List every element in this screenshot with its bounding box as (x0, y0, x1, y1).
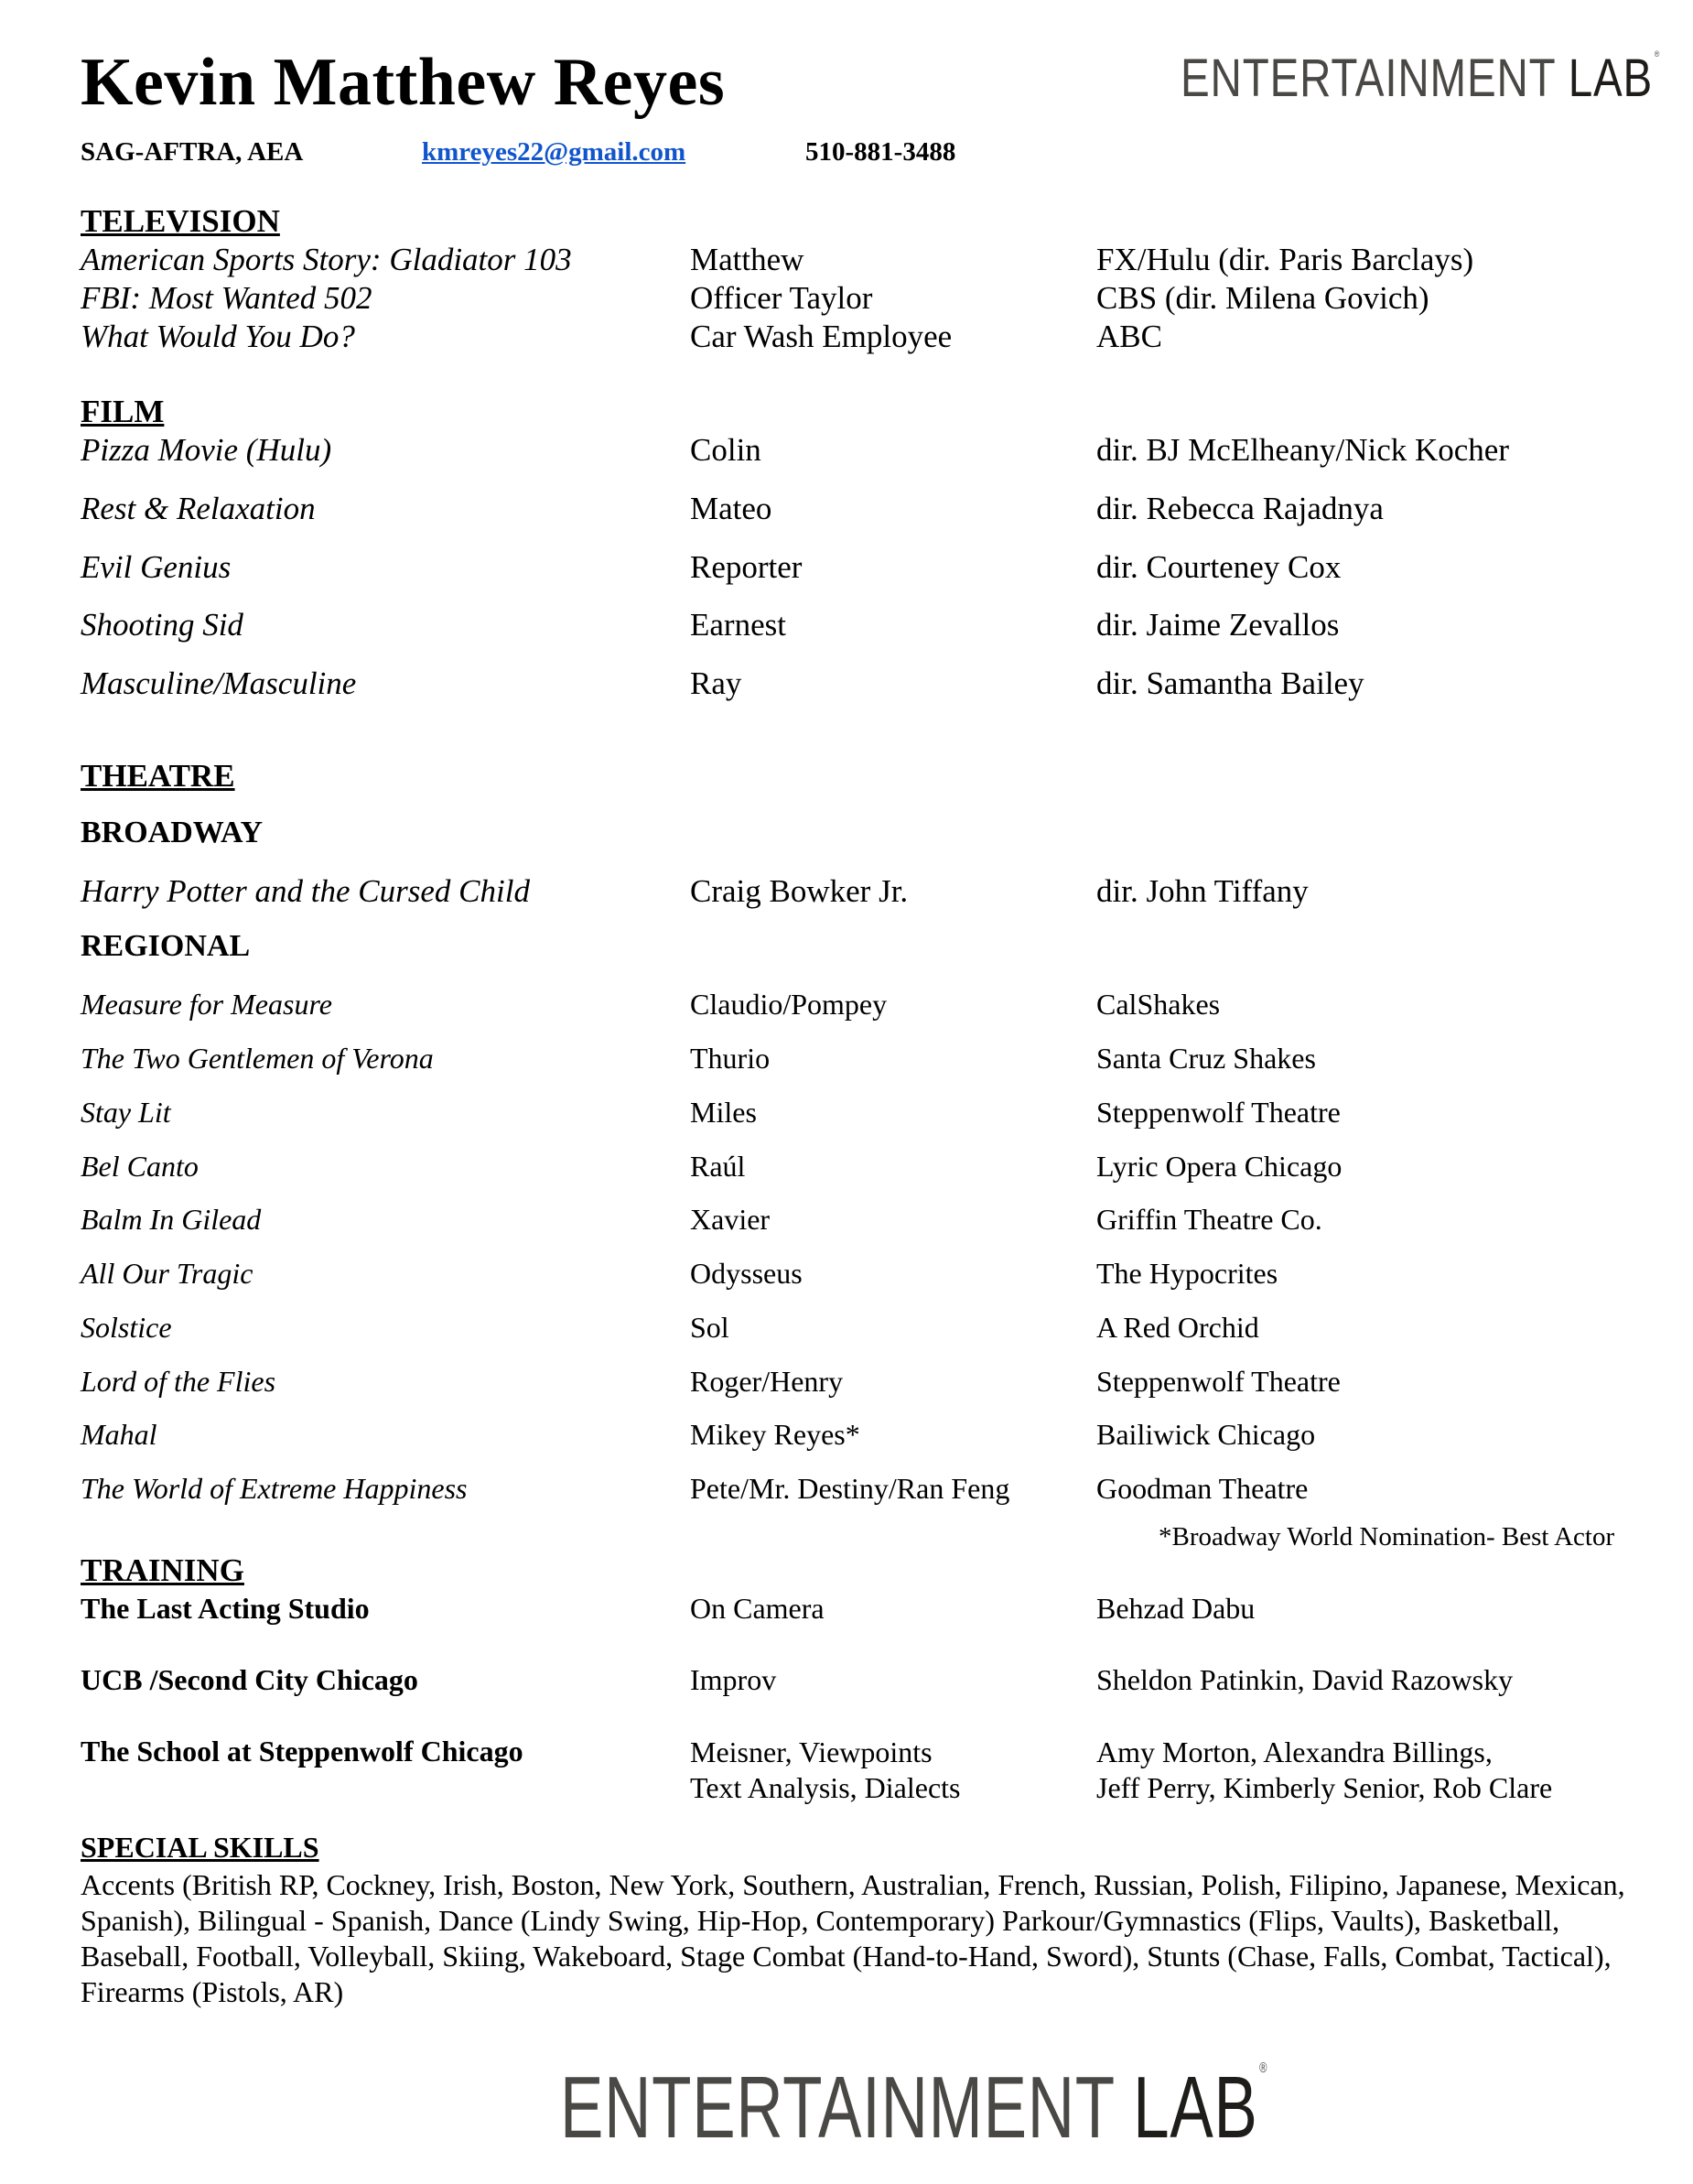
credit-title: What Would You Do? (81, 319, 355, 354)
credit-role: Pete/Mr. Destiny/Ran Feng (690, 1472, 1010, 1505)
credit-title: American Sports Story: Gladiator 103 (81, 242, 572, 277)
training-heading: TRAINING (81, 1552, 244, 1588)
regional-heading: REGIONAL (81, 929, 251, 963)
credit-title: Shooting Sid (81, 607, 243, 643)
phone-number: 510-881-3488 (805, 137, 956, 167)
training-teachers: Amy Morton, Alexandra Billings, Jeff Perry, Kimberly Senior, Rob Clare (1096, 1735, 1553, 1804)
broadway-heading: BROADWAY (81, 816, 264, 849)
credit-title: Pizza Movie (Hulu) (81, 432, 332, 468)
credit-director: dir. John Tiffany (1096, 873, 1309, 909)
credit-title: All Our Tragic (81, 1257, 253, 1290)
training-teachers: Behzad Dabu (1096, 1592, 1256, 1625)
credit-company: FX/Hulu (dir. Paris Barclays) (1096, 242, 1474, 277)
credit-title: Stay Lit (81, 1096, 171, 1129)
training-teachers: Sheldon Patinkin, David Razowsky (1096, 1663, 1514, 1696)
credit-company: A Red Orchid (1096, 1311, 1259, 1344)
training-school: The Last Acting Studio (81, 1592, 370, 1625)
credit-title: Evil Genius (81, 549, 232, 585)
credit-company: Steppenwolf Theatre (1096, 1365, 1341, 1398)
credit-role: Thurio (690, 1042, 771, 1075)
actor-name: Kevin Matthew Reyes (81, 45, 726, 120)
credit-company: ABC (1096, 319, 1162, 354)
credit-role: Mikey Reyes* (690, 1418, 860, 1451)
credit-role: Xavier (690, 1203, 771, 1236)
credit-role: Sol (690, 1311, 729, 1344)
theatre-heading: THEATRE (81, 758, 235, 794)
email-link[interactable]: kmreyes22@gmail.com (422, 137, 686, 167)
credit-title: Balm In Gilead (81, 1203, 262, 1236)
training-school: UCB /Second City Chicago (81, 1663, 418, 1696)
training-discipline: On Camera (690, 1592, 825, 1625)
credit-director: dir. Jaime Zevallos (1096, 607, 1340, 643)
credit-company: Santa Cruz Shakes (1096, 1042, 1316, 1075)
credit-role: Miles (690, 1096, 757, 1129)
credit-title: The Two Gentlemen of Verona (81, 1042, 434, 1075)
credit-director: dir. BJ McElheany/Nick Kocher (1096, 432, 1510, 468)
nomination-note: *Broadway World Nomination- Best Actor (1159, 1522, 1615, 1552)
television-heading: TELEVISION (81, 203, 280, 239)
credit-title: Rest & Relaxation (81, 491, 316, 526)
credit-company: CalShakes (1096, 988, 1221, 1021)
credit-role: Claudio/Pompey (690, 988, 888, 1021)
training-discipline: Meisner, Viewpoints Text Analysis, Dialects (690, 1735, 961, 1804)
special-skills-text: Accents (British RP, Cockney, Irish, Boston, New York, Southern, Australian, French, Russian, Polish, Filipino, Japanese, Mexican, Spanish), Bilingual - Spanish, Dance (Lindy Swing, Hip-Hop, Contemporary) Parkour/Gymnastics (Flips, Vaults), Basketball, Baseball, Football, Volleyball, Skiing, Wakeboard, Stage Combat (Hand-to-Hand, Sword), Stunts (Chase, Falls, Combat, Tactical), Firearms (Pistols, AR) (81, 1868, 1625, 2008)
credit-role: Craig Bowker Jr. (690, 873, 909, 909)
credit-company: CBS (dir. Milena Govich) (1096, 280, 1429, 316)
credit-role: Officer Taylor (690, 280, 873, 316)
credit-title: Harry Potter and the Cursed Child (81, 873, 530, 909)
credit-role: Odysseus (690, 1257, 803, 1290)
credit-director: dir. Rebecca Rajadnya (1096, 491, 1384, 526)
credit-role: Raúl (690, 1150, 746, 1183)
credit-title: FBI: Most Wanted 502 (81, 280, 372, 316)
credit-title: Masculine/Masculine (81, 665, 357, 701)
special-skills-heading: SPECIAL SKILLS (81, 1831, 319, 1864)
credit-company: Bailiwick Chicago (1096, 1418, 1316, 1451)
credit-role: Mateo (690, 491, 772, 526)
training-school: The School at Steppenwolf Chicago (81, 1735, 523, 1768)
credit-role: Earnest (690, 607, 786, 643)
credit-company: Lyric Opera Chicago (1096, 1150, 1343, 1183)
credit-role: Car Wash Employee (690, 319, 953, 354)
credit-role: Matthew (690, 242, 804, 277)
credit-role: Roger/Henry (690, 1365, 844, 1398)
credit-role: Reporter (690, 549, 803, 585)
credit-title: Mahal (81, 1418, 157, 1451)
entertainment-lab-logo: ENTERTAINMENT LAB ® (1181, 49, 1661, 108)
union-affiliations: SAG-AFTRA, AEA (81, 137, 304, 167)
credit-director: dir. Samantha Bailey (1096, 665, 1364, 701)
film-heading: FILM (81, 394, 165, 429)
credit-company: Griffin Theatre Co. (1096, 1203, 1322, 1236)
credit-role: Ray (690, 665, 742, 701)
credit-director: dir. Courteney Cox (1096, 549, 1342, 585)
credit-company: The Hypocrites (1096, 1257, 1278, 1290)
credit-title: Lord of the Flies (81, 1365, 276, 1398)
entertainment-lab-footer-logo: ENTERTAINMENT LAB® (560, 2059, 1268, 2157)
credit-company: Goodman Theatre (1096, 1472, 1309, 1505)
credit-title: Bel Canto (81, 1150, 199, 1183)
credit-role: Colin (690, 432, 761, 468)
credit-title: Solstice (81, 1311, 172, 1344)
credit-title: The World of Extreme Happiness (81, 1472, 468, 1505)
training-discipline: Improv (690, 1663, 777, 1696)
credit-title: Measure for Measure (81, 988, 332, 1021)
credit-company: Steppenwolf Theatre (1096, 1096, 1341, 1129)
